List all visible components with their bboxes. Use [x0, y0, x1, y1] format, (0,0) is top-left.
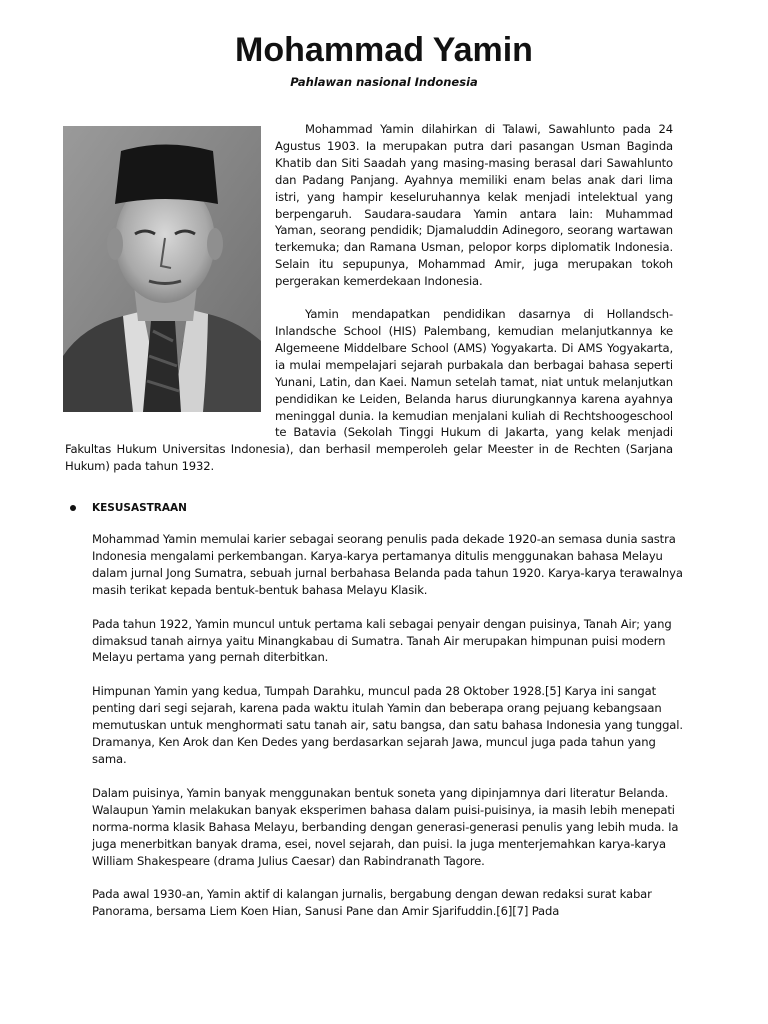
section-heading-label: KESUSASTRAAN [92, 502, 187, 514]
section-paragraph-1: Mohammad Yamin memulai karier sebagai seorang penulis pada dekade 1920-an semasa dunia sastra Indonesia mengalami perkembangan. Karya-karya pertamanya ditulis menggunakan bahasa Melayu dalam jurnal Jong Sumatra, sebuah jurnal berbahasa Belanda pada tahun 1920. Karya-karya terawalnya masih terikat kepada bentuk-bentuk bahasa Melayu Klasik. [92, 532, 683, 597]
intro-text [65, 121, 673, 475]
page-subtitle: Pahlawan nasional Indonesia [290, 75, 478, 89]
section-paragraph-4: Dalam puisinya, Yamin banyak menggunakan bentuk soneta yang dipinjamnya dari literatur Belanda. Walaupun Yamin melakukan banyak eksperimen bahasa dalam puisi-puisinya, ia masih lebih menepati norma-norma klasik Bahasa Melayu, berbanding dengan generasi-generasi penulis yang lebih muda. Ia juga menerbitkan banyak drama, esei, novel sejarah, dan puisi. Ia juga menterjemahkan karya-karya William Shakespeare (drama Julius Caesar) dan Rabindranath Tagore. [92, 785, 679, 868]
section-heading [66, 500, 187, 516]
intro-paragraph-2: Yamin mendapatkan pendidikan dasarnya di Hollandsch-Inlandsche School (HIS) Palembang, kemudian melanjutkannya ke Algemeene Middelbare School (AMS) Yogyakarta. Di AMS Yogyakarta, ia mulai mempelajari sejarah purbakala dan berbagai bahasa seperti Yunani, Latin, dan Kaei. Namun setelah tamat, niat untuk melanjutkan pendidikan ke Leiden, Belanda harus diurungkannya karena ayahnya meninggal dunia. Ia kemudian menjalani kuliah di Rechtshoogeschool te Batavia (Sekolah Tinggi Hukum di Jakarta, yang kelak menjadi Fakultas Hukum Universitas Indonesia), dan berhasil memperoleh gelar Meester in de Rechten (Sarjana Hukum) pada tahun 1932. [65, 307, 673, 474]
section-paragraph-2: Pada tahun 1922, Yamin muncul untuk pertama kali sebagai penyair dengan puisinya, Tanah Air; yang dimaksud tanah airnya yaitu Minangkabau di Sumatra. Tanah Air merupakan himpunan puisi modern Melayu pertama yang pernah diterbitkan. [92, 616, 672, 665]
bullet-icon [70, 505, 76, 511]
section-body [92, 531, 684, 937]
photo-wrap-spacer [65, 121, 275, 429]
page-title: Mohammad Yamin [235, 31, 533, 69]
section-paragraph-3: Himpunan Yamin yang kedua, Tumpah Darahku, muncul pada 28 Oktober 1928.[5] Karya ini sangat penting dari segi sejarah, karena pada waktu itulah Yamin dan beberapa orang pejuang kebangsaan memutuskan untuk menghormati satu tanah air, satu bangsa, dan satu bahasa Indonesia yang tunggal. Dramanya, Ken Arok dan Ken Dedes yang berdasarkan sejarah Jawa, muncul juga pada tahun yang sama. [92, 684, 683, 766]
intro-paragraph-1: Mohammad Yamin dilahirkan di Talawi, Sawahlunto pada 24 Agustus 1903. Ia merupakan putra dari pasangan Usman Baginda Khatib dan Siti Saadah yang masing-masing berasal dari Sawahlunto dan Padang Panjang. Ayahnya memiliki enam belas anak dari lima istri, yang hampir keseluruhannya kelak menjadi intelektual yang berpengaruh. Saudara-saudara Yamin antara lain: Muhammad Yaman, seorang pendidik; Djamaluddin Adinegoro, seorang wartawan terkemuka; dan Ramana Usman, pelopor korps diplomatik Indonesia. Selain itu sepupunya, Mohammad Amir, juga merupakan tokoh pergerakan kemerdekaan Indonesia. [275, 122, 673, 289]
section-paragraph-5: Pada awal 1930-an, Yamin aktif di kalangan jurnalis, bergabung dengan dewan redaksi surat kabar Panorama, bersama Liem Koen Hian, Sanusi Pane dan Amir Sjarifuddin.[6][7] Pada [92, 887, 652, 919]
